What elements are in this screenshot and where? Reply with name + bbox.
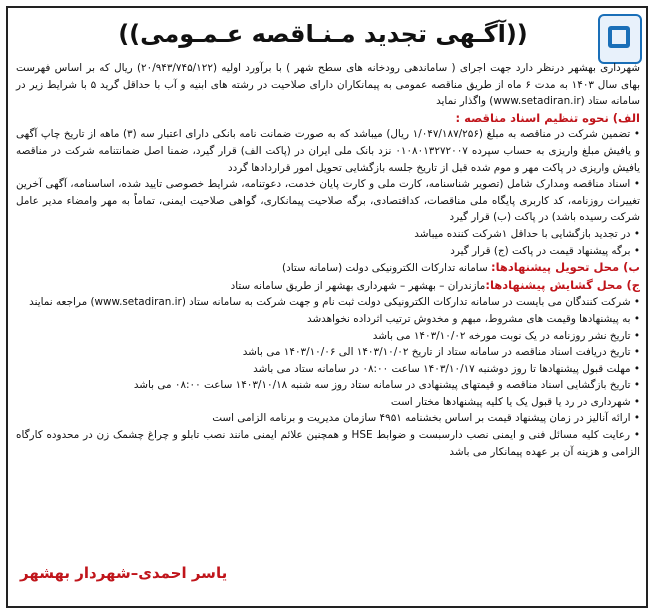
section-a-item: • اسناد مناقصه ومدارک شامل (تصویر شناسنامه، کارت ملی و کارت پایان خدمت، دعوتنامه، شرایط خصوصی تایید شده، اساسنامه، آگهی آخرین تغییرات روزنامه، کد کاربری پایگاه ملی مناقصات، کداقتصادی، برگه صلاحیت پیمانکاری، گواهی صلاحیت ایمنی، تماماً به مهر وامضاء مدیر عامل شرکت رسیده باشد) در پاکت (ب) قرار گیرد (16, 176, 640, 226)
section-a-item: • تضمین شرکت در مناقصه به مبلغ (۱/۰۴۷/۱۸۷/۲۵۶ ریال) میباشد که به صورت ضمانت نامه بانکی دارای اعتبار سه (۳) ماهه از تاریخ چاپ آگهی و یافیش مبلغ واریزی به حساب سپرده ۰۱۰۸۰۱۳۲۷۲۰۰۷ نزد بانک ملی ایران در (پاکت الف) قرار گیرد، ضمنا اصل ضمانتنامه شرکت در مناقصه یافیش واریزی در پاکت مهر و موم شده قبل از تاریخ جلسه بازگشایی تحویل امور قراردادها گردد (16, 126, 640, 176)
condition-item: • به پیشنهادها وقیمت های مشروط، مبهم و مخدوش ترتیب اثرداده نخواهدشد (16, 311, 640, 328)
section-c-heading: ج) محل گشایش پیشنهادها: (485, 277, 640, 292)
notice-body (16, 60, 640, 460)
section-a-item: • در تجدید بازگشایی با حداقل ۱شرکت کننده میباشد (16, 226, 640, 243)
municipality-logo-icon (598, 14, 642, 64)
condition-item: • تاریخ نشر روزنامه در یک نوبت مورخه ۱۴۰۳/۱۰/۰۲ می باشد (16, 328, 640, 345)
condition-item: • مهلت قبول پیشنهادها تا روز دوشنبه ۱۴۰۳/۱۰/۱۷ ساعت ۰۸:۰۰ در سامانه ستاد می باشد (16, 361, 640, 378)
section-c (16, 277, 640, 295)
condition-item: • رعایت کلیه مسائل فنی و ایمنی نصب دارسبست و ضوابط HSE و همچنین علائم ایمنی مانند نصب تابلو و چراغ چشمک زن در محدوده کارگاه الزامی و هزینه آن بر عهده پیمانکار می باشد (16, 427, 640, 460)
intro-paragraph: شهرداری بهشهر درنظر دارد جهت اجرای ( ساماندهی رودخانه های سطح شهر ) با برآورد اولیه (۲۰/۹۴۳/۷۴۵/۱۲۲) ریال که بر اساس فهرست بهای سال ۱۴۰۳ به مدت ۶ ماه از طریق مناقصه عمومی به پیمانکاران دارای صلاحیت در رشته های ابنیه و آب با حداقل گرید ۵ با شرایط زیر در سامانه ستاد (www.setadiran.ir) واگذار نماید (16, 62, 640, 108)
section-c-text: مازندران – بهشهر – شهرداری بهشهر از طریق سامانه ستاد (230, 279, 486, 292)
section-a-item: • برگه پیشنهاد قیمت در پاکت (ج) قرار گیرد (16, 243, 640, 260)
section-b-heading: ب) محل تحویل پیشنهادها: (490, 260, 640, 275)
section-a-heading: الف) نحوه تنظیم اسناد مناقصه : (455, 110, 640, 125)
condition-item: • تاریخ بازگشایی اسناد مناقصه و قیمتهای پیشنهادی در سامانه ستاد روز سه شنبه ۱۴۰۳/۱۰/۱۸ ساعت ۰۸:۰۰ می باشد (16, 377, 640, 394)
registration-note: • شرکت کنندگان می بایست در سامانه تدارکات الکترونیکی دولت ثبت نام و جهت شرکت به سامانه ستاد (www.setadiran.ir) مراجعه نمایند (16, 294, 640, 311)
condition-item: • تاریخ دریافت اسناد مناقصه در سامانه ستاد از تاریخ ۱۴۰۳/۱۰/۰۲ الی ۱۴۰۳/۱۰/۰۶ می باشد (16, 344, 640, 361)
signature: یاسر احمدی–شهردار بهشهر (20, 564, 228, 582)
condition-item: • شهرداری در رد یا قبول یک یا کلیه پیشنهادها مختار است (16, 394, 640, 411)
notice-title: ((آگـهی تجدید مـنـاقصه عـمـومی)) (118, 20, 528, 48)
section-b-text: سامانه تدارکات الکترونیکی دولت (سامانه ستاد) (282, 262, 491, 275)
condition-item: • ارائه آنالیز در زمان پیشنهاد قیمت بر اساس بخشنامه ۴۹۵۱ سازمان مدیریت و برنامه الزامی است (16, 410, 640, 427)
section-b (16, 259, 640, 277)
